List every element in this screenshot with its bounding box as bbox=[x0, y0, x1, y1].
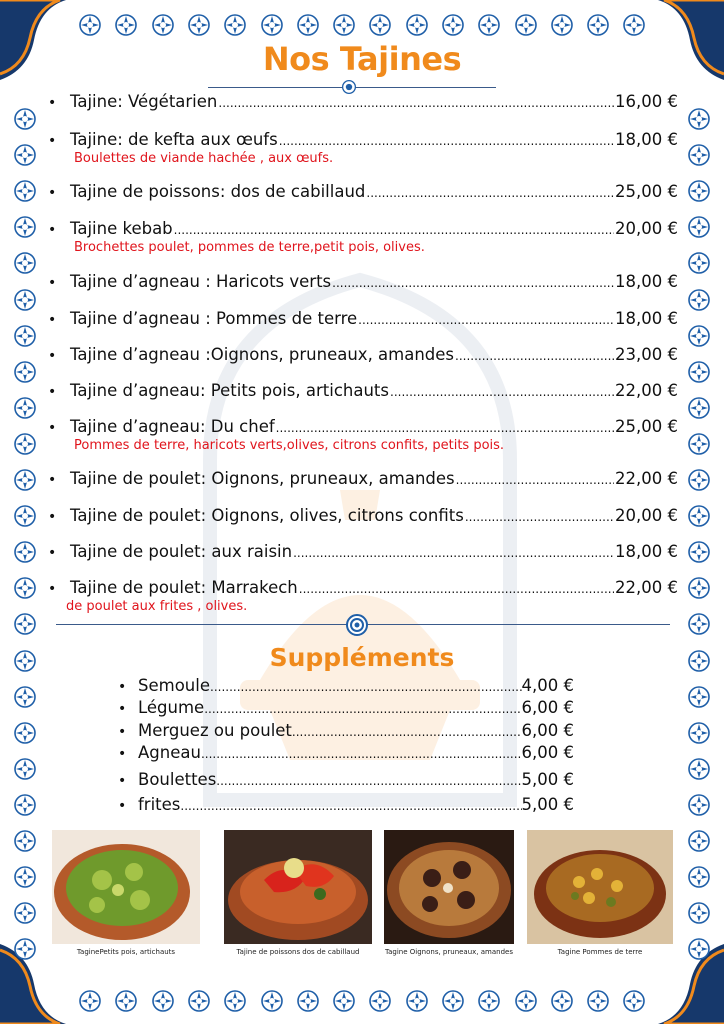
tile-ornament-icon bbox=[688, 397, 710, 419]
supplement-name: Agneau bbox=[138, 743, 201, 762]
menu-item: • Tajine de poulet: Oignons, pruneaux, amandes ..... 22,00 € bbox=[48, 469, 678, 490]
supplement-item: • Agneau ..... 6,00 € bbox=[118, 743, 574, 764]
menu-item: • Tajine de poulet: aux raisin ..... 18,00 € bbox=[48, 542, 678, 563]
item-name: Tajine de poulet: aux raisin bbox=[70, 542, 293, 561]
supplement-name: Merguez ou poulet bbox=[138, 721, 292, 740]
tile-ornament-icon bbox=[688, 794, 710, 816]
photo-caption: Tagine Pommes de terre bbox=[557, 948, 643, 956]
supplement-item: • Merguez ou poulet ..... 6,00 € bbox=[118, 721, 574, 742]
item-price: 22,00 € bbox=[615, 578, 678, 597]
supplement-item: • Boulettes ..... 5,00 € bbox=[118, 770, 574, 791]
tile-ornament-icon bbox=[688, 938, 710, 960]
tile-ornament-icon bbox=[369, 990, 391, 1012]
tile-ornament-icon bbox=[14, 216, 36, 238]
item-description: Pommes de terre, haricots verts,olives, citrons confits, petits pois. bbox=[74, 438, 505, 453]
tile-ornament-icon bbox=[623, 990, 645, 1012]
item-price: 18,00 € bbox=[615, 272, 678, 291]
menu-item: • Tajine d’agneau : Haricots verts ..... 18,00 € bbox=[48, 272, 678, 293]
item-name: Tajine: de kefta aux œufs bbox=[70, 130, 278, 149]
tile-ornament-icon bbox=[14, 361, 36, 383]
supplement-name: Semoule bbox=[138, 676, 210, 695]
medallion-icon bbox=[346, 614, 368, 636]
menu-item: • Tajine de poulet: Oignons, olives, citrons confits ..... 20,00 € bbox=[48, 506, 678, 527]
tile-ornament-icon bbox=[688, 361, 710, 383]
supplement-item: • Légume ..... 6,00 € bbox=[118, 698, 574, 719]
tajine-fish-photo-icon bbox=[224, 830, 372, 944]
tile-ornament-icon bbox=[14, 505, 36, 527]
tile-ornament-icon bbox=[14, 252, 36, 274]
item-price: 20,00 € bbox=[615, 506, 678, 525]
item-price: 20,00 € bbox=[615, 219, 678, 238]
supplement-item: • frites ..... 5,00 € bbox=[118, 795, 574, 816]
supplement-price: 6,00 € bbox=[521, 721, 574, 740]
photo-caption: Tajine de poissons dos de cabillaud bbox=[236, 948, 360, 956]
tile-ornament-icon bbox=[688, 144, 710, 166]
menu-item: • Tajine: de kefta aux œufs ..... 18,00 € Boulettes de viande hachée , aux œufs. bbox=[48, 130, 678, 167]
item-name: Tajine d’agneau : Pommes de terre bbox=[70, 309, 358, 328]
tajine-prunes-photo-icon bbox=[384, 830, 514, 944]
item-name: Tajine d’agneau: Du chef bbox=[70, 417, 275, 436]
tile-ornament-icon bbox=[515, 990, 537, 1012]
tile-ornament-icon bbox=[14, 469, 36, 491]
tile-ornament-icon bbox=[188, 990, 210, 1012]
tile-ornament-icon bbox=[14, 902, 36, 924]
menu-item: • Tajine: Végétarien ..... 16,00 € bbox=[48, 92, 678, 113]
item-name: Tajine de poulet: Marrakech bbox=[70, 578, 298, 597]
supplement-price: 6,00 € bbox=[521, 743, 574, 762]
photo-caption: Tagine Oignons, pruneaux, amandes bbox=[385, 948, 513, 956]
tile-ornament-icon bbox=[587, 14, 609, 36]
tile-ornament-icon bbox=[224, 990, 246, 1012]
item-price: 22,00 € bbox=[615, 469, 678, 488]
supplement-name: Boulettes bbox=[138, 770, 217, 789]
supplement-item: • Semoule ..... 4,00 € bbox=[118, 676, 574, 697]
photo-caption: TaginePetits pois, artichauts bbox=[76, 948, 176, 956]
tile-ornament-icon bbox=[14, 830, 36, 852]
tile-ornament-icon bbox=[79, 990, 101, 1012]
page-title: Nos Tajines bbox=[262, 40, 462, 78]
tile-ornament-icon bbox=[688, 505, 710, 527]
tile-ornament-icon bbox=[688, 830, 710, 852]
tile-ornament-icon bbox=[14, 433, 36, 455]
tile-ornament-icon bbox=[688, 180, 710, 202]
item-price: 18,00 € bbox=[615, 130, 678, 149]
tile-ornament-icon bbox=[587, 990, 609, 1012]
supplement-price: 6,00 € bbox=[521, 698, 574, 717]
supplement-price: 4,00 € bbox=[521, 676, 574, 695]
tile-ornament-icon bbox=[333, 990, 355, 1012]
item-name: Tajine: Végétarien bbox=[70, 92, 218, 111]
tile-ornament-icon bbox=[551, 990, 573, 1012]
tile-ornament-icon bbox=[478, 14, 500, 36]
supplements-title: Suppléments bbox=[269, 643, 455, 672]
tile-ornament-icon bbox=[406, 990, 428, 1012]
item-name: Tajine kebab bbox=[70, 219, 173, 238]
item-price: 18,00 € bbox=[615, 542, 678, 561]
tile-ornament-icon bbox=[14, 722, 36, 744]
tile-ornament-icon bbox=[14, 758, 36, 780]
tile-ornament-icon bbox=[442, 990, 464, 1012]
tile-ornament-icon bbox=[188, 14, 210, 36]
menu-item: • Tajine kebab ..... 20,00 € Brochettes poulet, pommes de terre,petit pois, olives. bbox=[48, 219, 678, 256]
tile-ornament-icon bbox=[14, 180, 36, 202]
tile-ornament-icon bbox=[14, 325, 36, 347]
item-name: Tajine d’agneau: Petits pois, artichauts bbox=[70, 381, 389, 400]
item-name: Tajine d’agneau :Oignons, pruneaux, amandes bbox=[70, 345, 455, 364]
item-name: Tajine de poissons: dos de cabillaud bbox=[70, 182, 366, 201]
tile-ornament-icon bbox=[14, 144, 36, 166]
tile-ornament-icon bbox=[14, 938, 36, 960]
tile-ornament-icon bbox=[261, 990, 283, 1012]
item-description: Brochettes poulet, pommes de terre,petit pois, olives. bbox=[74, 240, 425, 255]
tile-ornament-icon bbox=[688, 216, 710, 238]
menu-item: • Tajine de poulet: Marrakech ..... 22,00 € de poulet aux frites , olives. bbox=[48, 578, 678, 615]
menu-item: • Tajine d’agneau: Du chef ..... 25,00 € Pommes de terre, haricots verts,olives, citrons confits, petits pois. bbox=[48, 417, 678, 454]
tile-ornament-icon bbox=[14, 794, 36, 816]
tile-ornament-icon bbox=[623, 14, 645, 36]
tile-ornament-icon bbox=[333, 14, 355, 36]
tile-ornament-icon bbox=[14, 613, 36, 635]
menu-item: • Tajine d’agneau : Pommes de terre ..... 18,00 € bbox=[48, 309, 678, 330]
tile-ornament-icon bbox=[14, 397, 36, 419]
tile-ornament-icon bbox=[152, 14, 174, 36]
menu-item: • Tajine d’agneau: Petits pois, artichauts ..... 22,00 € bbox=[48, 381, 678, 402]
tile-ornament-icon bbox=[688, 613, 710, 635]
tile-ornament-icon bbox=[478, 990, 500, 1012]
tile-ornament-icon bbox=[406, 14, 428, 36]
supplement-price: 5,00 € bbox=[521, 770, 574, 789]
tile-ornament-icon bbox=[688, 541, 710, 563]
tile-ornament-icon bbox=[297, 990, 319, 1012]
tile-ornament-icon bbox=[79, 14, 101, 36]
tajine-peas-photo-icon bbox=[52, 830, 200, 944]
supplement-name: frites bbox=[138, 795, 181, 814]
tile-ornament-icon bbox=[688, 758, 710, 780]
item-price: 23,00 € bbox=[615, 345, 678, 364]
tile-ornament-icon bbox=[369, 14, 391, 36]
tile-ornament-icon bbox=[688, 902, 710, 924]
item-price: 16,00 € bbox=[615, 92, 678, 111]
tile-ornament-icon bbox=[14, 108, 36, 130]
tile-ornament-icon bbox=[688, 686, 710, 708]
item-description: Boulettes de viande hachée , aux œufs. bbox=[74, 151, 334, 166]
tile-ornament-icon bbox=[688, 866, 710, 888]
tile-ornament-icon bbox=[261, 14, 283, 36]
item-price: 22,00 € bbox=[615, 381, 678, 400]
tile-ornament-icon bbox=[442, 14, 464, 36]
tile-ornament-icon bbox=[551, 14, 573, 36]
item-price: 25,00 € bbox=[615, 182, 678, 201]
tile-ornament-icon bbox=[152, 990, 174, 1012]
item-name: Tajine de poulet: Oignons, pruneaux, amandes bbox=[70, 469, 455, 488]
tile-ornament-icon bbox=[14, 577, 36, 599]
item-name: Tajine d’agneau : Haricots verts bbox=[70, 272, 332, 291]
tile-ornament-icon bbox=[688, 433, 710, 455]
tile-ornament-icon bbox=[115, 990, 137, 1012]
tile-ornament-icon bbox=[688, 108, 710, 130]
item-description: de poulet aux frites , olives. bbox=[66, 599, 248, 614]
tile-ornament-icon bbox=[14, 541, 36, 563]
tile-ornament-icon bbox=[515, 14, 537, 36]
tile-ornament-icon bbox=[688, 252, 710, 274]
supplement-name: Légume bbox=[138, 698, 205, 717]
supplement-price: 5,00 € bbox=[521, 795, 574, 814]
item-price: 18,00 € bbox=[615, 309, 678, 328]
tile-ornament-icon bbox=[688, 289, 710, 311]
menu-item: • Tajine de poissons: dos de cabillaud ..... 25,00 € bbox=[48, 182, 678, 203]
tile-ornament-icon bbox=[14, 866, 36, 888]
tile-ornament-icon bbox=[115, 14, 137, 36]
tile-ornament-icon bbox=[297, 14, 319, 36]
tajine-potatoes-photo-icon bbox=[527, 830, 673, 944]
item-price: 25,00 € bbox=[615, 417, 678, 436]
menu-item: • Tajine d’agneau :Oignons, pruneaux, amandes ..... 23,00 € bbox=[48, 345, 678, 366]
tile-ornament-icon bbox=[224, 14, 246, 36]
tile-ornament-icon bbox=[688, 469, 710, 491]
tile-ornament-icon bbox=[688, 722, 710, 744]
tile-ornament-icon bbox=[14, 289, 36, 311]
tile-ornament-icon bbox=[688, 577, 710, 599]
tile-ornament-icon bbox=[14, 686, 36, 708]
tile-ornament-icon bbox=[688, 325, 710, 347]
item-name: Tajine de poulet: Oignons, olives, citrons confits bbox=[70, 506, 464, 525]
